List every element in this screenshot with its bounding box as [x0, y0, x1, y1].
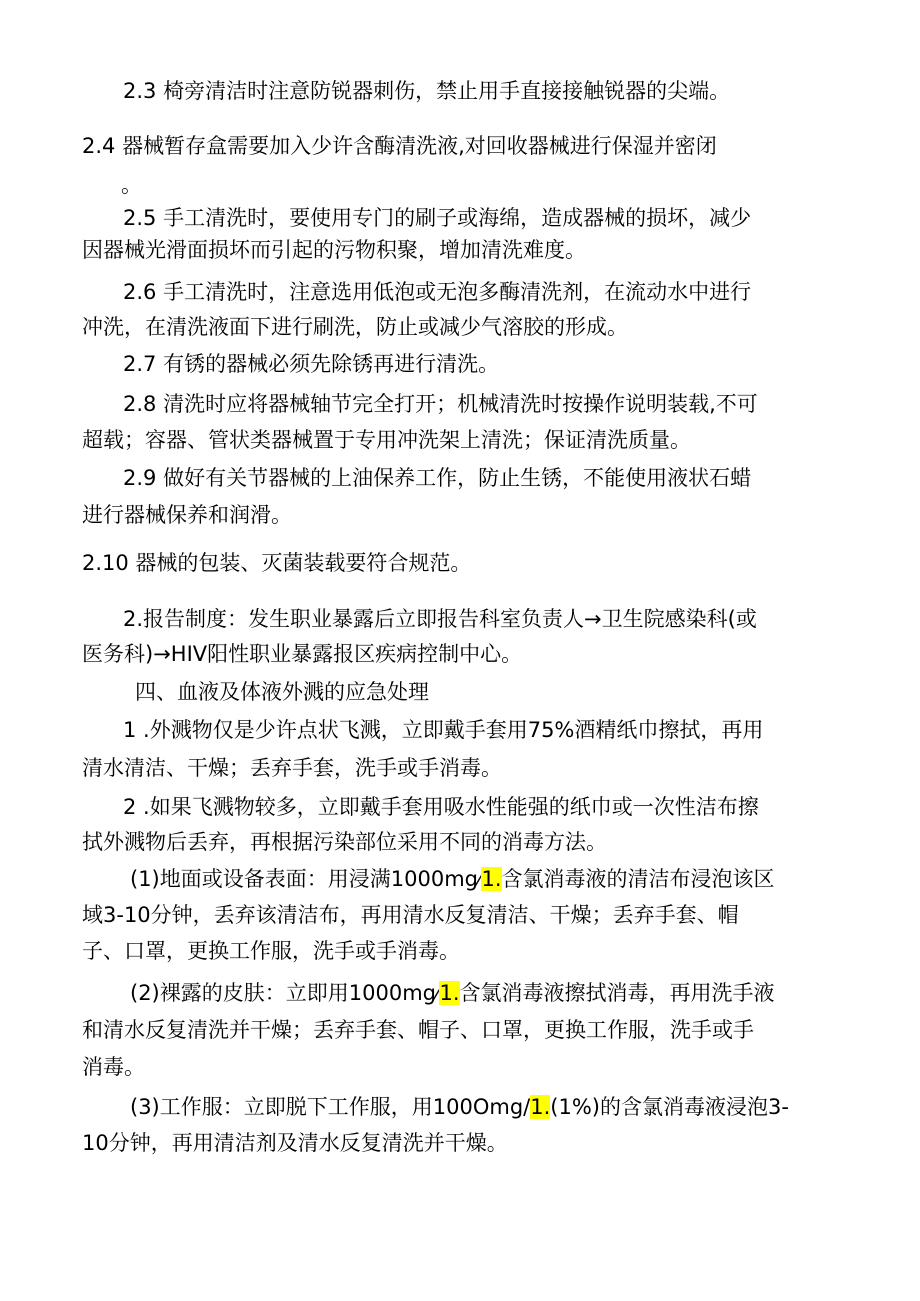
clothes-text-after: (1%)的含氯消毒液浸泡3- — [550, 1095, 789, 1119]
highlight-mark: 1. — [481, 867, 502, 891]
highlight-mark: 1. — [530, 1095, 551, 1119]
item-2-5: 2.5 手工清洗时，要使用专门的刷子或海绵，造成器械的损坏，减少 — [123, 206, 752, 230]
report-system: 2.报告制度：发生职业暴露后立即报告科室负责人→卫生院感染科(或 — [123, 607, 757, 631]
skin-line-1 — [130, 978, 775, 1008]
skin-text-after: 含氯消毒液擦拭消毒，再用洗手液 — [459, 981, 775, 1005]
floor-text-after: 含氯消毒液的清洁布浸泡该区 — [501, 867, 775, 891]
step-1: 1 .外溅物仅是少许点状飞溅，立即戴手套用75%酒精纸巾擦拭，再用 — [123, 718, 764, 742]
item-2-7: 2.7 有锈的器械必须先除锈再进行清洗。 — [123, 352, 500, 376]
item-2-9-cont: 进行器械保养和润滑。 — [82, 503, 292, 527]
item-2-5-cont: 因器械光滑面损坏而引起的污物积聚，增加清洗难度。 — [82, 238, 586, 262]
item-2-9: 2.9 做好有关节器械的上油保养工作，防止生锈，不能使用液状石蜡 — [123, 466, 752, 490]
skin-line-3: 消毒。 — [82, 1055, 145, 1079]
section-heading: 四、血液及体液外溅的应急处理 — [135, 680, 429, 704]
item-2-4: 2.4 器械暂存盒需要加入少许含酶清洗液,对回收器械进行保湿并密闭 — [82, 134, 717, 158]
item-2-3: 2.3 椅旁清洁时注意防锐器刺伤，禁止用手直接接触锐器的尖端。 — [123, 79, 731, 103]
step-1-cont: 清水清洁、干燥；丢弃手套，洗手或手消毒。 — [82, 756, 502, 780]
floor-text-before: (1)地面或设备表面：用浸满1000mg⁄ — [130, 867, 482, 891]
item-2-4-end: 。 — [121, 173, 142, 197]
clothes-line-1 — [130, 1092, 789, 1122]
item-2-8: 2.8 清洗时应将器械轴节完全打开；机械清洗时按操作说明装载,不可 — [123, 392, 758, 416]
clothes-text-before: (3)工作服：立即脱下工作服，用100Omg/ — [130, 1095, 531, 1119]
item-2-6: 2.6 手工清洗时，注意选用低泡或无泡多酶清洗剂，在流动水中进行 — [123, 280, 752, 304]
item-2-8-cont: 超载；容器、管状类器械置于专用冲洗架上清洗；保证清洗质量。 — [82, 428, 691, 452]
floor-line-2: 域3-10分钟，丢弃该清洁布，再用清水反复清洁、干燥；丢弃手套、帽 — [82, 903, 739, 927]
clothes-line-2: 10分钟，再用清洁剂及清水反复清洗并干燥。 — [82, 1131, 508, 1155]
item-2-10: 2.10 器械的包装、灭菌装载要符合规范。 — [82, 551, 472, 575]
report-system-cont: 医务科)→HIV阳性职业暴露报区疾病控制中心。 — [82, 642, 523, 666]
skin-line-2: 和清水反复清洗并干燥；丢弃手套、帽子、口罩，更换工作服，洗手或手 — [82, 1018, 754, 1042]
floor-line-3: 子、口罩，更换工作服，洗手或手消毒。 — [82, 939, 460, 963]
floor-line-1 — [130, 864, 775, 894]
highlight-mark: 1. — [439, 981, 460, 1005]
step-2: 2 .如果飞溅物较多，立即戴手套用吸水性能强的纸巾或一次性洁布擦 — [123, 795, 759, 819]
item-2-6-cont: 冲洗，在清洗液面下进行刷洗，防止或减少气溶胶的形成。 — [82, 315, 628, 339]
skin-text-before: (2)裸露的皮肤：立即用1000mg⁄ — [130, 981, 440, 1005]
step-2-cont: 拭外溅物后丢弃，再根据污染部位采用不同的消毒方法。 — [82, 830, 607, 854]
